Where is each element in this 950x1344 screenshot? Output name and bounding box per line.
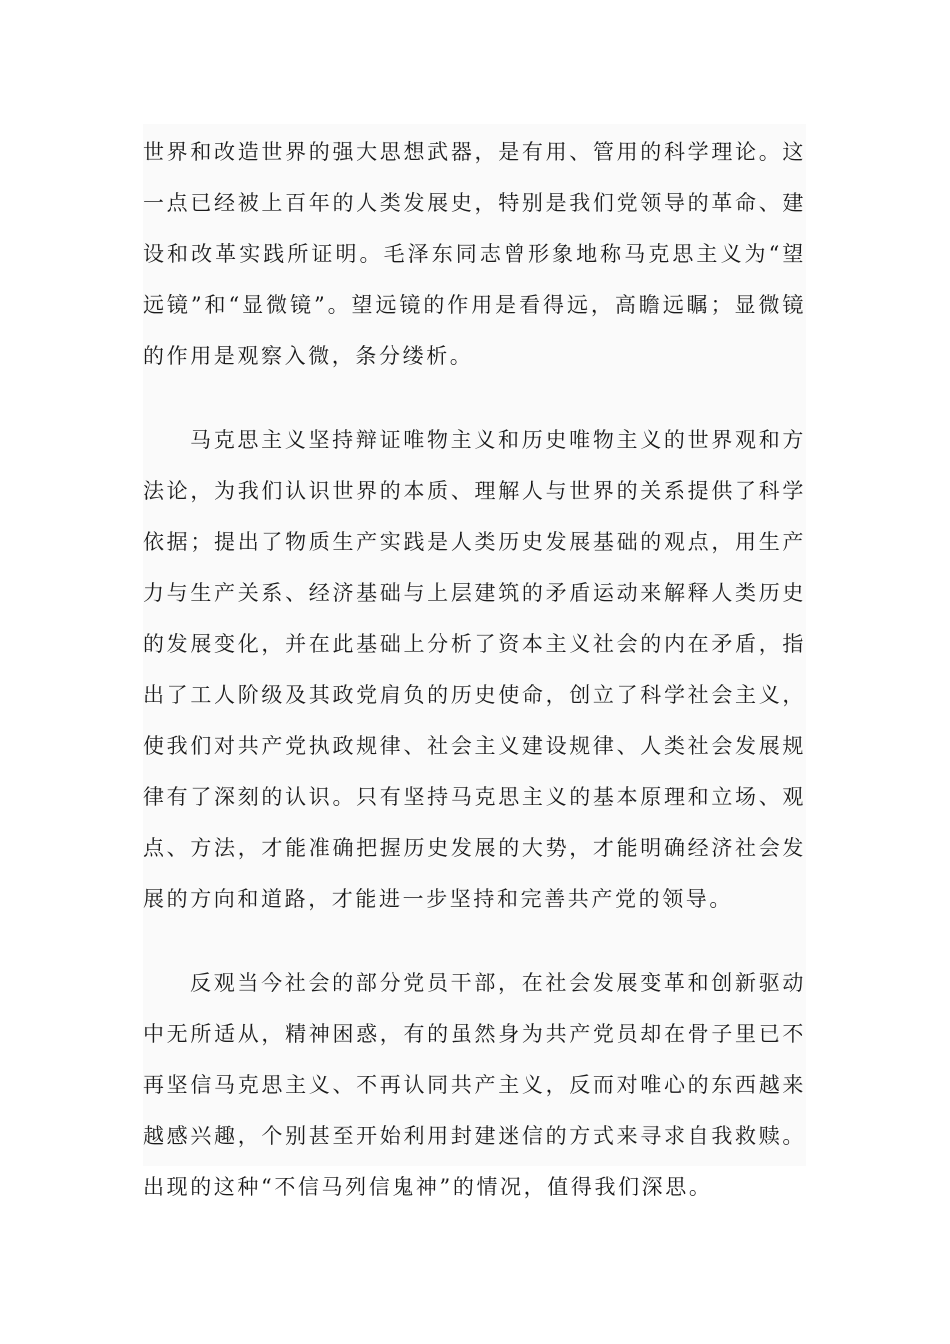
paragraph-gap <box>143 382 806 415</box>
paragraph-3: 反观当今社会的部分党员干部，在社会发展变革和创新驱动中无所适从，精神困惑，有的虽然身为共产党员却在骨子里已不再坚信马克思主义、不再认同共产主义，反而对唯心的东西越来越感兴趣，个别甚至开始利用封建迷信的方式来寻求自我救赎。出现的这种“不信马列信鬼神”的情况，值得我们深思。 <box>143 971 806 1199</box>
paragraph-gap <box>143 925 806 958</box>
paragraph-1: 世界和改造世界的强大思想武器，是有用、管用的科学理论。这一点已经被上百年的人类发展史，特别是我们党领导的革命、建设和改革实践所证明。毛泽东同志曾形象地称马克思主义为“望远镜”和“显微镜”。望远镜的作用是看得远，高瞻远瞩；显微镜的作用是观察入微，条分缕析。 <box>143 140 806 368</box>
paragraph-2: 马克思主义坚持辩证唯物主义和历史唯物主义的世界观和方法论，为我们认识世界的本质、理解人与世界的关系提供了科学依据；提出了物质生产实践是人类历史发展基础的观点，用生产力与生产关系、经济基础与上层建筑的矛盾运动来解释人类历史的发展变化，并在此基础上分析了资本主义社会的内在矛盾，指出了工人阶级及其政党肩负的历史使命，创立了科学社会主义，使我们对共产党执政规律、社会主义建设规律、人类社会发展规律有了深刻的认识。只有坚持马克思主义的基本原理和立场、观点、方法，才能准确把握历史发展的大势，才能明确经济社会发展的方向和道路，才能进一步坚持和完善共产党的领导。 <box>143 428 806 911</box>
text-block <box>143 124 806 1199</box>
